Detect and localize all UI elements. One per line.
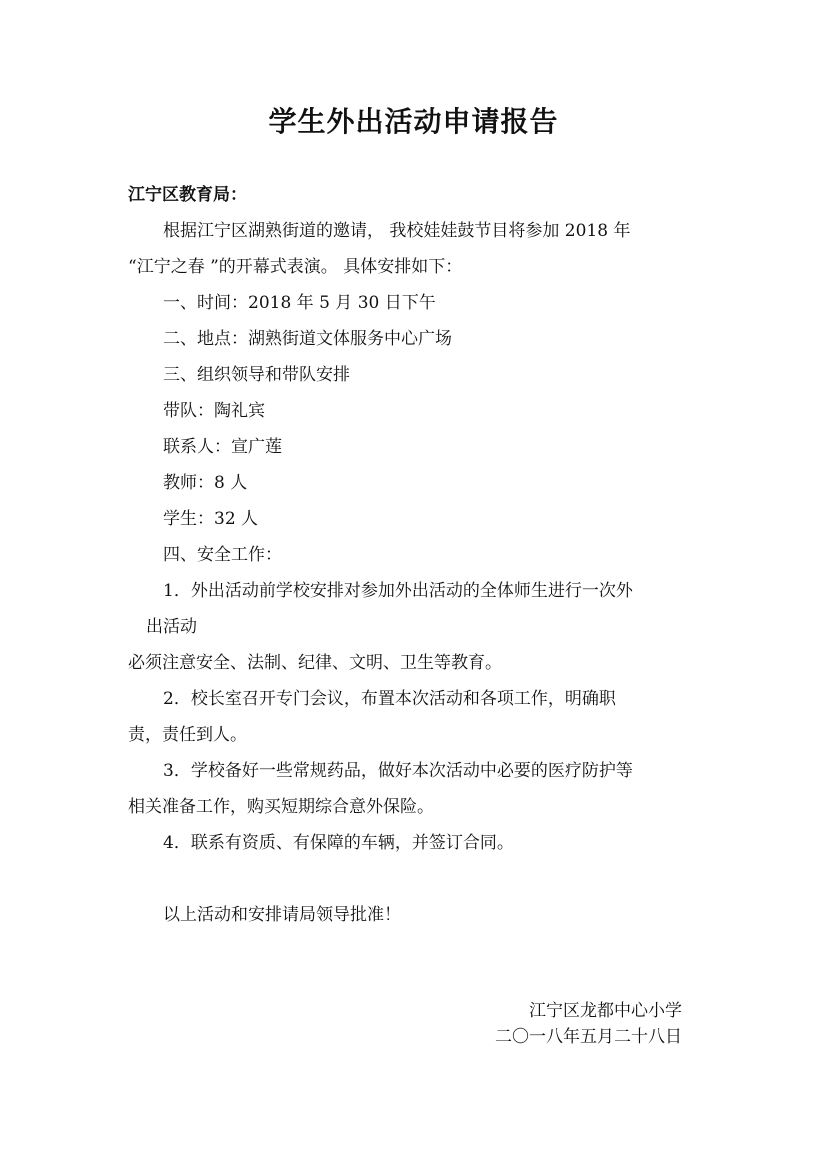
document-title: 学生外出活动申请报告 xyxy=(268,105,559,138)
time-item: 一、时间：2018 年 5 月 30 日下午 xyxy=(163,293,436,313)
teacher-count: 教师：8 人 xyxy=(163,473,248,493)
intro-line-2: “江宁之春 ”的开幕式表演。 具体安排如下： xyxy=(128,257,463,277)
team-leader: 带队：陶礼宾 xyxy=(163,401,265,421)
closing-request: 以上活动和安排请局领导批准！ xyxy=(163,905,401,925)
safety-item-3-line-1: 3．学校备好一些常规药品，做好本次活动中必要的医疗防护等 xyxy=(163,761,633,781)
location-item: 二、地点：湖熟街道文体服务中心广场 xyxy=(163,329,452,349)
safety-heading: 四、安全工作： xyxy=(163,545,282,565)
contact-person: 联系人：宣广莲 xyxy=(163,437,282,457)
safety-item-1-line-2: 出活动 xyxy=(146,617,197,637)
safety-item-4-line-1: 4．联系有资质、有保障的车辆，并签订合同。 xyxy=(163,833,514,853)
safety-item-2-line-1: 2．校长室召开专门会议，布置本次活动和各项工作，明确职 xyxy=(163,689,616,709)
safety-item-2-line-2: 责，责任到人。 xyxy=(128,725,247,745)
addressee: 江宁区教育局： xyxy=(128,185,247,205)
safety-item-1-line-1: 1．外出活动前学校安排对参加外出活动的全体师生进行一次外 xyxy=(163,581,633,601)
organization-heading: 三、组织领导和带队安排 xyxy=(163,365,350,385)
intro-line-1: 根据江宁区湖熟街道的邀请， 我校娃娃鼓节目将参加 2018 年 xyxy=(163,221,631,241)
safety-item-1-line-3: 必须注意安全、法制、纪律、文明、卫生等教育。 xyxy=(128,653,502,673)
student-count: 学生：32 人 xyxy=(163,509,259,529)
signature-date: 二〇一八年五月二十八日 xyxy=(495,1027,682,1047)
safety-item-3-line-2: 相关准备工作，购买短期综合意外保险。 xyxy=(128,797,434,817)
signature-organization: 江宁区龙都中心小学 xyxy=(529,1001,682,1021)
